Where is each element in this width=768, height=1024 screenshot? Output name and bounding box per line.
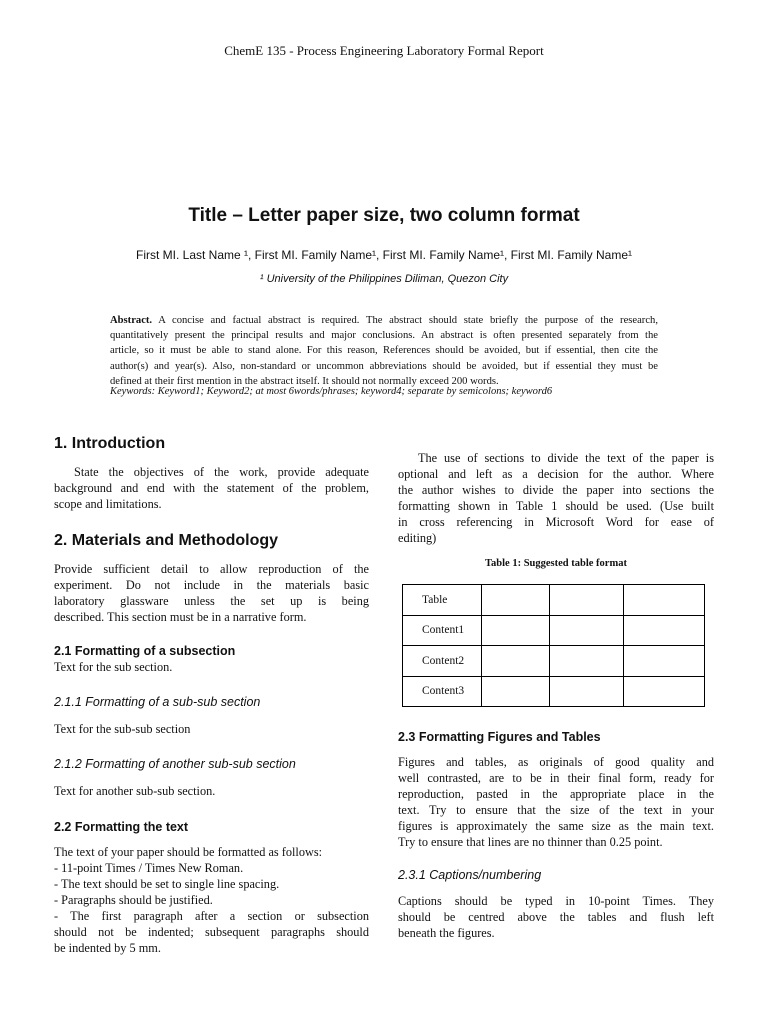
abstract-label: Abstract. <box>110 315 153 326</box>
abstract-line: author(s) and year(s). Also, non-standard or uncommon abbreviations should be avoided, but if essential they must be <box>110 360 658 372</box>
text-line: figures is approximately the same size as the main text. <box>398 819 714 833</box>
subsubsection-2-1-2-text: Text for another sub-sub section. <box>54 784 216 798</box>
text-line: - 11-point Times / Times New Roman. <box>54 861 244 875</box>
table-row <box>403 676 705 707</box>
table-cell: Content1 <box>403 615 482 646</box>
table-cell <box>550 585 624 616</box>
table-cell <box>482 585 550 616</box>
table-cell <box>482 615 550 646</box>
table-row <box>403 585 705 616</box>
table-cell <box>550 615 624 646</box>
table-cell <box>482 646 550 677</box>
table-caption: Table 1: Suggested table format <box>485 558 627 569</box>
intro-line: scope and limitations. <box>54 497 162 511</box>
methods-line: laboratory glassware unless the set up is being <box>54 594 369 608</box>
text-line: formatting shown in Table 1 should be used. (Use built <box>398 499 714 513</box>
methods-line: described. This section must be in a narrative form. <box>54 610 307 624</box>
table-cell <box>550 676 624 707</box>
subsection-2-1-heading: 2.1 Formatting of a subsection <box>54 644 236 658</box>
text-line: text. Try to ensure that the size of the text in your <box>398 803 714 817</box>
abstract-line: defined at their first mention in the abstract itself. It should not normally exceed 200 words. <box>110 375 499 387</box>
text-line: - The first paragraph after a section or subsection <box>54 909 369 923</box>
keywords: Keywords: Keyword1; Keyword2; at most 6words/phrases; keyword4; separate by semicolons; keyword6 <box>110 386 553 397</box>
table-cell <box>624 676 705 707</box>
subsubsection-2-3-1-heading: 2.3.1 Captions/numbering <box>398 868 542 882</box>
table-cell: Table <box>403 585 482 616</box>
abstract-line: A concise and factual abstract is required. The abstract should state briefly the purpose of the research, <box>158 315 658 326</box>
methods-line: experiment. Do not include in the materials basic <box>54 578 369 592</box>
text-line: The text of your paper should be formatted as follows: <box>54 845 323 859</box>
intro-paragraph <box>54 464 369 512</box>
subsubsection-2-1-1-heading: 2.1.1 Formatting of a sub-sub section <box>54 695 261 709</box>
text-line: beneath the figures. <box>398 926 495 940</box>
text-line: The use of sections to divide the text of the paper is <box>418 451 714 465</box>
suggested-format-table <box>402 584 705 707</box>
methods-heading: 2. Materials and Methodology <box>54 532 279 549</box>
paper-title: Title – Letter paper size, two column format <box>188 205 580 226</box>
affiliation: ¹ University of the Philippines Diliman, Quezon City <box>259 273 509 285</box>
abstract-line: article, so it must be able to stand alone. For this reason, References should be avoided, but if essential, then cite the <box>110 345 658 357</box>
text-line: well contrasted, are to be in their final form, ready for <box>398 771 714 785</box>
text-line: - Paragraphs should be justified. <box>54 893 213 907</box>
text-line: should be centred above the tables and flush left <box>398 910 714 924</box>
subsection-2-2-heading: 2.2 Formatting the text <box>54 820 189 834</box>
text-line: editing) <box>398 531 437 545</box>
text-line: Captions should be typed in 10-point Times. They <box>398 894 714 908</box>
text-line: in cross referencing in Microsoft Word for ease of <box>398 515 714 529</box>
subsection-2-2-paragraph <box>54 844 369 956</box>
text-line: reproduction, pasted in the appropriate place in the <box>398 787 714 801</box>
text-line: the author wishes to divide the paper into sections the <box>398 483 714 497</box>
running-header: ChemE 135 - Process Engineering Laboratory Formal Report <box>224 43 544 58</box>
author-list: First MI. Last Name ¹, First MI. Family Name¹, First MI. Family Name¹, First MI. Family Name¹ <box>135 248 632 262</box>
intro-line: State the objectives of the work, provide adequate <box>74 465 369 479</box>
methods-paragraph <box>54 561 369 625</box>
subsubsection-2-1-1-text: Text for the sub-sub section <box>54 722 191 736</box>
text-line: Figures and tables, as originals of good quality and <box>398 755 714 769</box>
table-cell <box>550 646 624 677</box>
table-row <box>403 646 705 677</box>
subsection-2-3-heading: 2.3 Formatting Figures and Tables <box>398 730 601 744</box>
text-line: be indented by 5 mm. <box>54 941 161 955</box>
table-cell: Content2 <box>403 646 482 677</box>
subsection-2-1-text: Text for the sub section. <box>54 660 173 674</box>
table-cell <box>624 646 705 677</box>
methods-line: Provide sufficient detail to allow reproduction of the <box>54 562 369 576</box>
table-row <box>403 615 705 646</box>
table-cell: Content3 <box>403 676 482 707</box>
abstract-line: quantitatively present the principal results and major conclusions. An abstract is often presented separately from the <box>110 330 658 342</box>
text-line: - The text should be set to single line spacing. <box>54 877 280 891</box>
subsection-2-3-paragraph <box>398 754 714 850</box>
sections-paragraph <box>398 450 714 546</box>
intro-line: background and end with the statement of the problem, <box>54 481 369 495</box>
subsubsection-2-1-2-heading: 2.1.2 Formatting of another sub-sub section <box>54 757 296 771</box>
table-cell <box>624 585 705 616</box>
text-line: Try to ensure that lines are no thinner than 0.25 point. <box>398 835 663 849</box>
abstract <box>110 313 658 389</box>
table-cell <box>482 676 550 707</box>
text-line: optional and left as a decision for the author. Where <box>398 467 714 481</box>
subsubsection-2-3-1-paragraph <box>398 893 714 941</box>
table-cell <box>624 615 705 646</box>
text-line: should not be indented; subsequent paragraphs should <box>54 925 369 939</box>
intro-heading: 1. Introduction <box>54 435 166 452</box>
